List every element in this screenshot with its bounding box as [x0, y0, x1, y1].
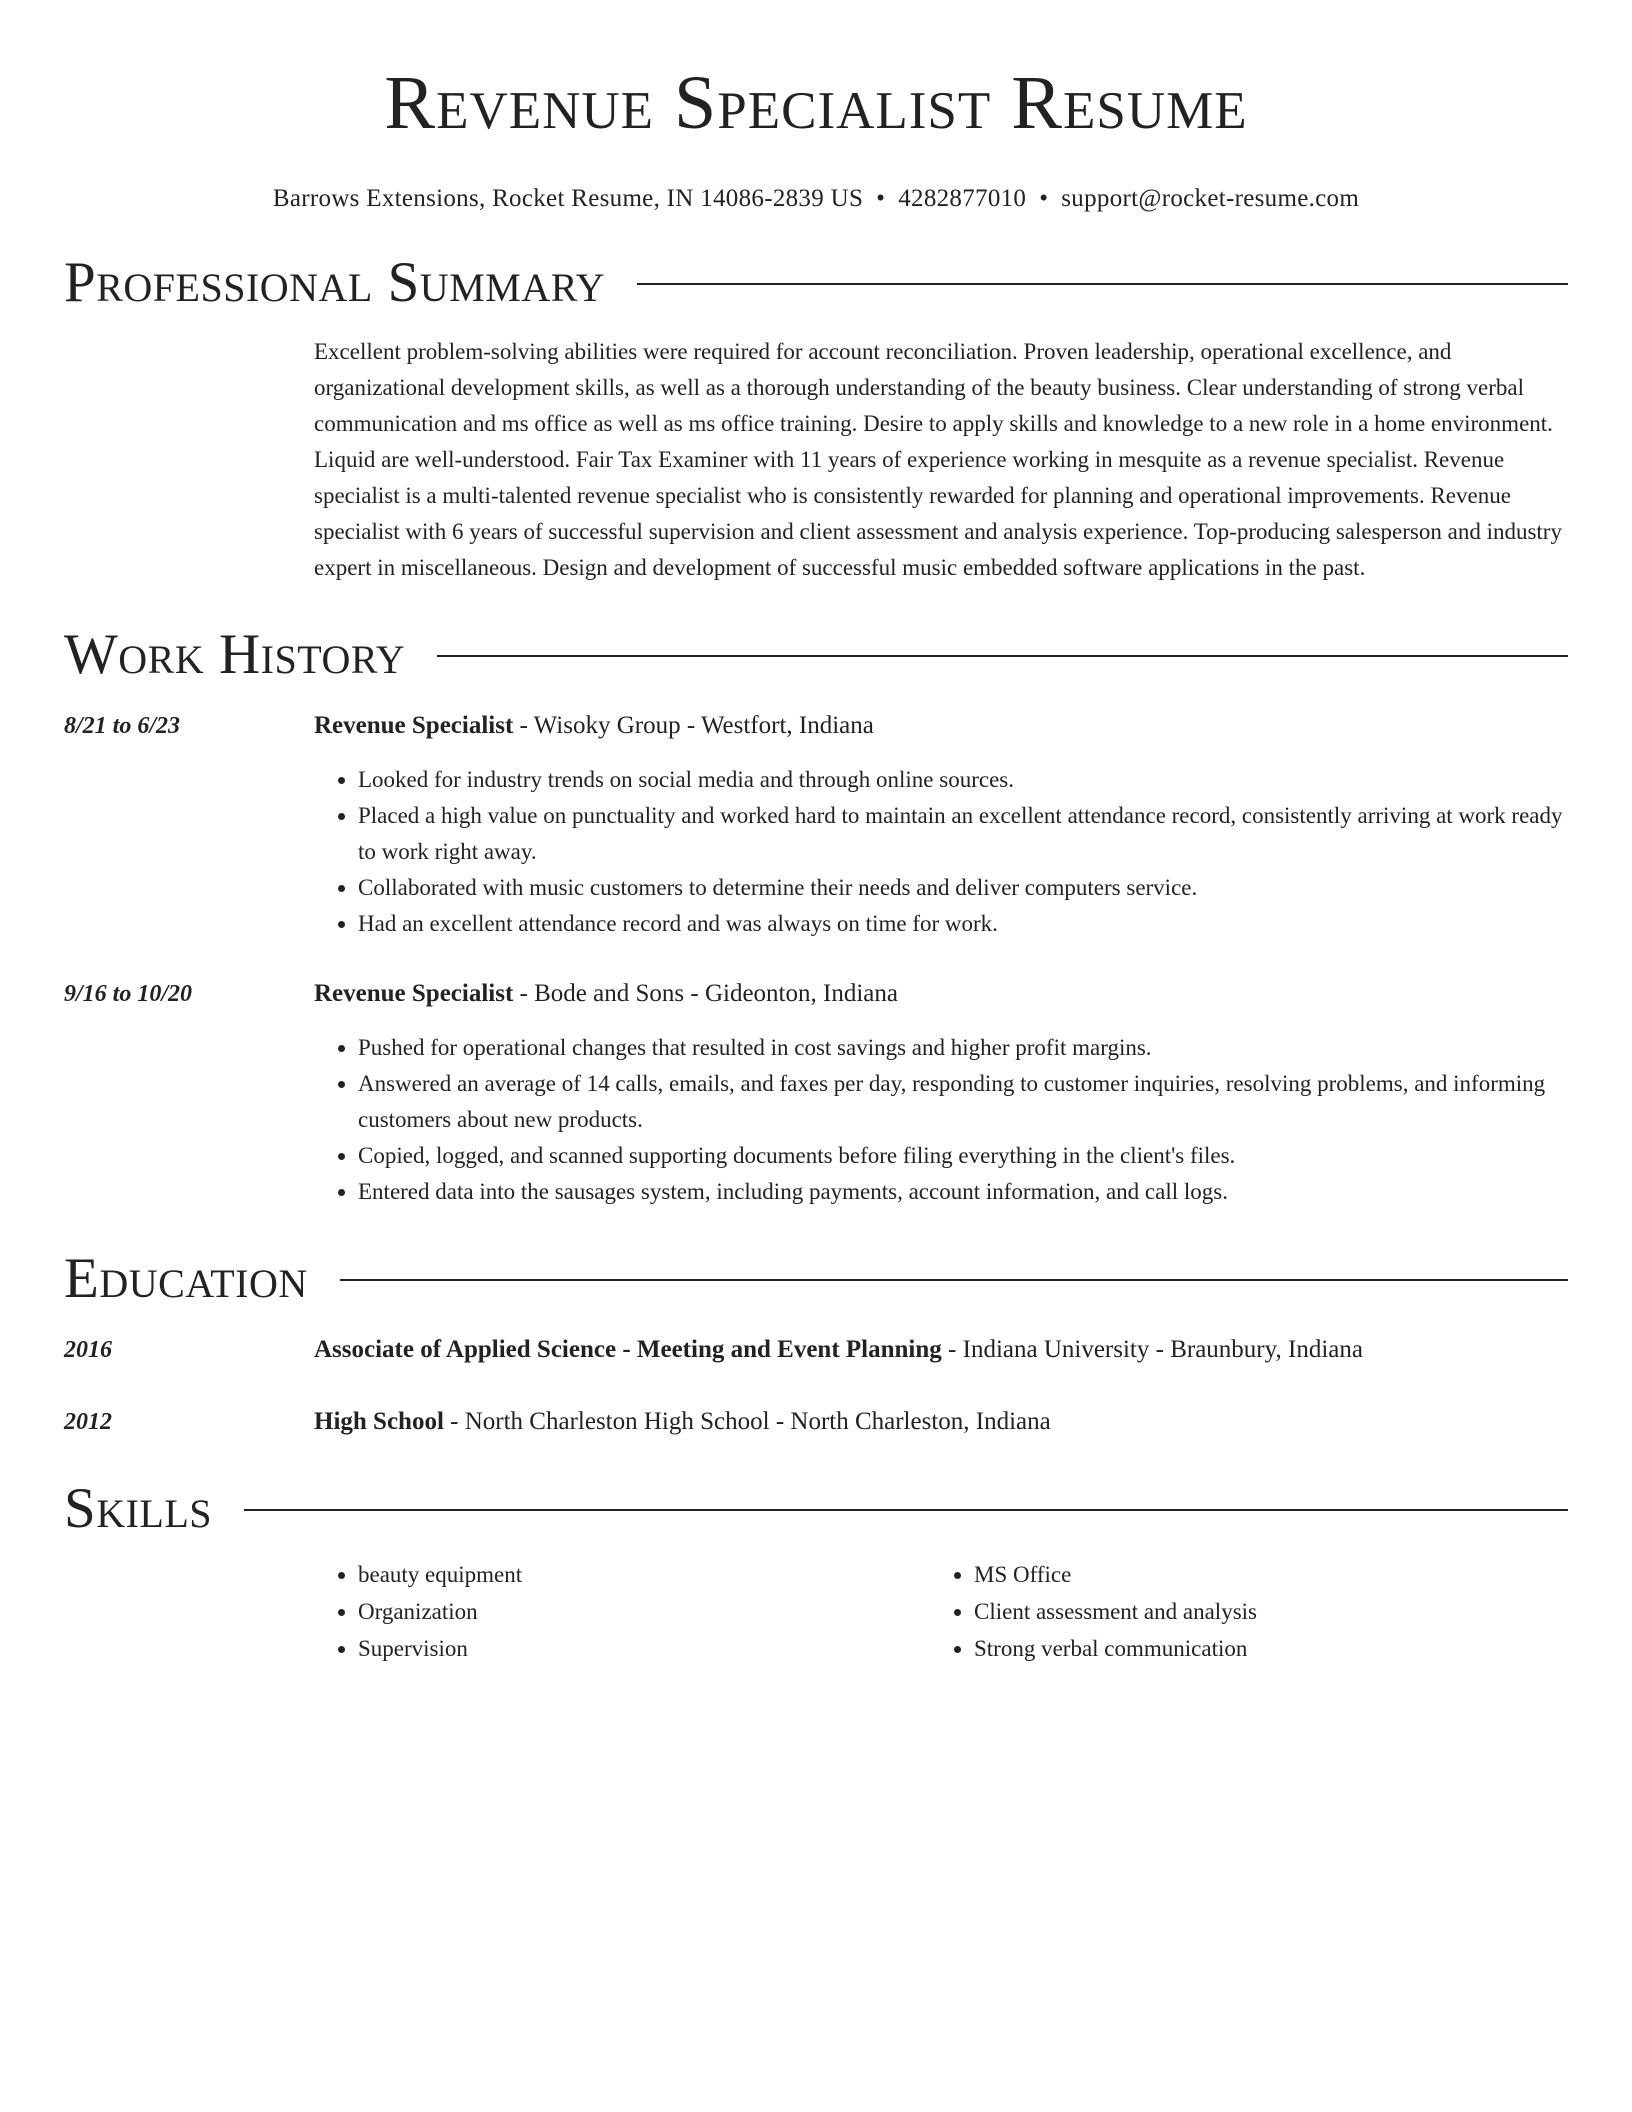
work-dates: 8/21 to 6/23: [64, 713, 181, 739]
job-title: Revenue Specialist: [314, 712, 514, 739]
skills-column-right: [930, 1556, 1257, 1667]
skill-item: • MS Office: [974, 1556, 1257, 1593]
education-heading: Education: [64, 1247, 308, 1310]
skills-column-left: [314, 1556, 930, 1667]
skills-section-header: [64, 1476, 1568, 1542]
education-body: [314, 1404, 1568, 1440]
work-dates: 9/16 to 10/20: [64, 981, 193, 1007]
section-divider: [437, 655, 1568, 657]
skill-item: • Strong verbal communication: [974, 1630, 1257, 1667]
work-entry: [64, 976, 1568, 1210]
education-line: [314, 1404, 1568, 1440]
resume-title: Revenue Specialist Resume: [384, 61, 1248, 145]
summary-heading: Professional Summary: [64, 251, 606, 314]
education-details: - Indiana University - Braunbury, Indiana: [941, 1336, 1363, 1363]
education-entry: [64, 1404, 1568, 1440]
work-bullets: [314, 1030, 1568, 1210]
education-body: [314, 1332, 1568, 1368]
work-bullet: • Placed a high value on punctuality and worked hard to maintain an excellent attendance record, consistently arriving at work ready to work right away.: [358, 798, 1568, 870]
work-section-header: [64, 622, 1568, 688]
work-bullet: • Entered data into the sausages system, including payments, account information, and call logs.: [358, 1174, 1568, 1210]
work-entry: [64, 708, 1568, 942]
education-year: 2016: [64, 1337, 112, 1363]
contact-phone: 4282877010: [898, 185, 1027, 212]
work-bullet: • Had an excellent attendance record and was always on time for work.: [358, 906, 1568, 942]
contact-email: support@rocket-resume.com: [1061, 185, 1360, 212]
contact-address: Barrows Extensions, Rocket Resume, IN 14086-2839 US: [272, 185, 864, 212]
section-divider: [244, 1509, 1568, 1511]
contact-line: [64, 184, 1568, 214]
work-bullet: • Pushed for operational changes that resulted in cost savings and higher profit margins.: [358, 1030, 1568, 1066]
education-entry: [64, 1332, 1568, 1368]
education-degree: Associate of Applied Science - Meeting and Event Planning: [314, 1336, 942, 1363]
job-title: Revenue Specialist: [314, 980, 514, 1007]
skills-heading: Skills: [64, 1477, 213, 1540]
skills-list: [314, 1556, 1568, 1667]
work-body: [314, 708, 1568, 942]
work-heading-line: [314, 976, 1568, 1012]
work-bullet: • Copied, logged, and scanned supporting documents before filing everything in the client's files.: [358, 1138, 1568, 1174]
summary-text: Excellent problem-solving abilities were required for account reconciliation. Proven leadership, operational excellence, and organizational development skills, as well as a thorough understanding of the beauty business. Clear understanding of strong verbal communication and ms office as well as ms office training. Desire to apply skills and knowledge to a new role in a home environment. Liquid are well-understood. Fair Tax Examiner with 11 years of experience working in mesquite as a revenue specialist. Revenue specialist is a multi-talented revenue specialist who is consistently rewarded for planning and operational improvements. Revenue specialist with 6 years of successful supervision and client assessment and analysis experience. Top-producing salesperson and industry expert in miscellaneous. Design and development of successful music embedded software applications in the past.: [314, 339, 1562, 580]
education-year: 2012: [64, 1409, 112, 1435]
section-divider: [340, 1279, 1568, 1281]
education-section-header: [64, 1246, 1568, 1312]
job-details: - Wisoky Group - Westfort, Indiana: [513, 712, 874, 739]
work-body: [314, 976, 1568, 1210]
work-heading-line: [314, 708, 1568, 744]
work-bullets: [314, 762, 1568, 942]
work-bullet: • Collaborated with music customers to determine their needs and deliver computers service.: [358, 870, 1568, 906]
job-details: - Bode and Sons - Gideonton, Indiana: [513, 980, 898, 1007]
education-line: [314, 1332, 1568, 1368]
education-degree: High School: [314, 1408, 444, 1435]
section-divider: [637, 283, 1568, 285]
skill-item: • Client assessment and analysis: [974, 1593, 1257, 1630]
work-bullet: • Looked for industry trends on social media and through online sources.: [358, 762, 1568, 798]
skill-item: • beauty equipment: [358, 1556, 930, 1593]
summary-section-header: [64, 250, 1568, 316]
education-details: - North Charleston High School - North Charleston, Indiana: [443, 1408, 1051, 1435]
contact-separator: •: [876, 185, 886, 212]
contact-separator: •: [1039, 185, 1049, 212]
work-heading: Work History: [64, 623, 406, 686]
skill-item: • Organization: [358, 1593, 930, 1630]
skill-item: • Supervision: [358, 1630, 930, 1667]
work-bullet: • Answered an average of 14 calls, emails, and faxes per day, responding to customer inquiries, resolving problems, and informing customers about new products.: [358, 1066, 1568, 1138]
